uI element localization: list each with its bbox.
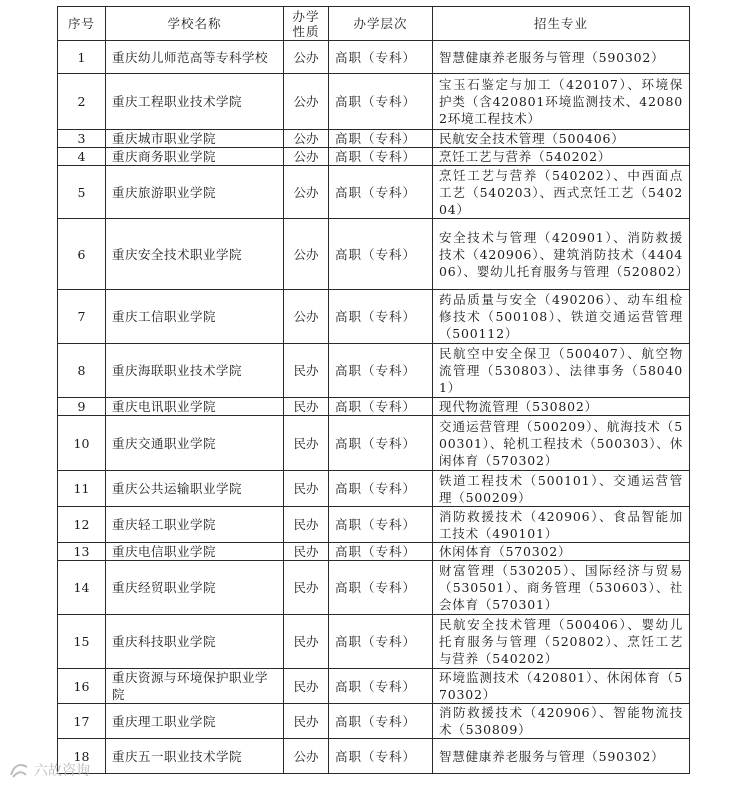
row-number: 15: [58, 615, 106, 669]
majors: 宝玉石鉴定与加工（420107）、环境保护类（含420801环境监测技术、420802环境工程技术）: [433, 74, 690, 130]
majors: 智慧健康养老服务与管理（590302）: [433, 41, 690, 74]
watermark: [8, 760, 90, 780]
school-name: 重庆安全技术职业学院: [106, 219, 284, 290]
school-name: 重庆工信职业学院: [106, 290, 284, 344]
table-row: [58, 669, 690, 704]
school-nature: 公办: [284, 130, 329, 148]
row-number: 6: [58, 219, 106, 290]
table-row: [58, 704, 690, 739]
row-number: 5: [58, 166, 106, 219]
majors: 药品质量与安全（490206）、动车组检修技术（500108）、铁道交通运营管理（500112）: [433, 290, 690, 344]
majors: 民航安全技术管理（500406）、婴幼儿托育服务与管理（520802）、烹饪工艺与营养（540202）: [433, 615, 690, 669]
header-number: 序号: [58, 7, 106, 41]
table-row: [58, 471, 690, 507]
majors: 安全技术与管理（420901）、消防救援技术（420906）、建筑消防技术（440406）、婴幼儿托育服务与管理（520802）: [433, 219, 690, 290]
school-name: 重庆公共运输职业学院: [106, 471, 284, 507]
school-nature: 民办: [284, 398, 329, 416]
majors: 民航空中安全保卫（500407）、航空物流管理（530803）、法律事务（580401）: [433, 344, 690, 398]
school-level: 高职（专科）: [329, 166, 433, 219]
row-number: 4: [58, 148, 106, 166]
school-nature: 公办: [284, 290, 329, 344]
school-nature: 民办: [284, 344, 329, 398]
row-number: 8: [58, 344, 106, 398]
school-level: 高职（专科）: [329, 148, 433, 166]
school-nature: 公办: [284, 166, 329, 219]
row-number: 17: [58, 704, 106, 739]
school-name: 重庆城市职业学院: [106, 130, 284, 148]
row-number: 10: [58, 416, 106, 471]
school-level: 高职（专科）: [329, 704, 433, 739]
table-row: [58, 543, 690, 561]
brand-logo-icon: [8, 761, 30, 779]
school-level: 高职（专科）: [329, 219, 433, 290]
school-nature: 公办: [284, 219, 329, 290]
school-nature: 公办: [284, 148, 329, 166]
row-number: 9: [58, 398, 106, 416]
school-nature: 民办: [284, 507, 329, 543]
table-row: [58, 416, 690, 471]
school-level: 高职（专科）: [329, 669, 433, 704]
school-level: 高职（专科）: [329, 74, 433, 130]
majors: 环境监测技术（420801）、休闲体育（570302）: [433, 669, 690, 704]
majors: 烹饪工艺与营养（540202）、中西面点工艺（540203）、西式烹饪工艺（540204）: [433, 166, 690, 219]
table-row: [58, 561, 690, 615]
majors: 休闲体育（570302）: [433, 543, 690, 561]
table-row: [58, 739, 690, 774]
school-name: 重庆幼儿师范高等专科学校: [106, 41, 284, 74]
school-name: 重庆商务职业学院: [106, 148, 284, 166]
row-number: 3: [58, 130, 106, 148]
school-nature: 民办: [284, 615, 329, 669]
school-level: 高职（专科）: [329, 290, 433, 344]
admissions-table: [57, 6, 690, 774]
school-level: 高职（专科）: [329, 344, 433, 398]
row-number: 16: [58, 669, 106, 704]
header-school-level: 办学层次: [329, 7, 433, 41]
table-row: [58, 398, 690, 416]
table-row: [58, 148, 690, 166]
school-level: 高职（专科）: [329, 416, 433, 471]
table-row: [58, 74, 690, 130]
school-name: 重庆交通职业学院: [106, 416, 284, 471]
school-nature: 公办: [284, 739, 329, 774]
majors: 财富管理（530205）、国际经济与贸易（530501）、商务管理（530603）、社会体育（570301）: [433, 561, 690, 615]
school-name: 重庆海联职业技术学院: [106, 344, 284, 398]
school-nature: 民办: [284, 416, 329, 471]
school-name: 重庆五一职业技术学院: [106, 739, 284, 774]
school-level: 高职（专科）: [329, 41, 433, 74]
table-body: [58, 41, 690, 774]
school-level: 高职（专科）: [329, 398, 433, 416]
row-number: 11: [58, 471, 106, 507]
table-row: [58, 290, 690, 344]
table-row: [58, 507, 690, 543]
school-nature: 民办: [284, 471, 329, 507]
school-name: 重庆经贸职业学院: [106, 561, 284, 615]
row-number: 18: [58, 739, 106, 774]
header-row: [58, 7, 690, 41]
school-nature: 公办: [284, 74, 329, 130]
majors: 烹饪工艺与营养（540202）: [433, 148, 690, 166]
table-row: [58, 344, 690, 398]
majors: 铁道工程技术（500101）、交通运营管理（500209）: [433, 471, 690, 507]
row-number: 13: [58, 543, 106, 561]
school-level: 高职（专科）: [329, 471, 433, 507]
school-name: 重庆电讯职业学院: [106, 398, 284, 416]
row-number: 7: [58, 290, 106, 344]
table-row: [58, 41, 690, 74]
school-level: 高职（专科）: [329, 543, 433, 561]
watermark-text: 六故咨询: [34, 763, 90, 779]
header-majors: 招生专业: [433, 7, 690, 41]
school-level: 高职（专科）: [329, 739, 433, 774]
school-level: 高职（专科）: [329, 561, 433, 615]
school-name: 重庆工程职业技术学院: [106, 74, 284, 130]
header-school-nature: 办学性质: [284, 7, 329, 41]
table-row: [58, 166, 690, 219]
school-name: 重庆轻工职业学院: [106, 507, 284, 543]
majors: 交通运营管理（500209）、航海技术（500301）、轮机工程技术（500303）、休闲体育（570302）: [433, 416, 690, 471]
header-school-name: 学校名称: [106, 7, 284, 41]
school-nature: 民办: [284, 543, 329, 561]
school-nature: 民办: [284, 561, 329, 615]
school-level: 高职（专科）: [329, 615, 433, 669]
row-number: 2: [58, 74, 106, 130]
majors: 消防救援技术（420906）、智能物流技术（530809）: [433, 704, 690, 739]
majors: 民航安全技术管理（500406）: [433, 130, 690, 148]
school-nature: 民办: [284, 704, 329, 739]
row-number: 1: [58, 41, 106, 74]
school-name: 重庆电信职业学院: [106, 543, 284, 561]
majors: 消防救援技术（420906）、食品智能加工技术（490101）: [433, 507, 690, 543]
table-row: [58, 615, 690, 669]
school-name: 重庆旅游职业学院: [106, 166, 284, 219]
table-row: [58, 130, 690, 148]
school-level: 高职（专科）: [329, 130, 433, 148]
school-name: 重庆理工职业学院: [106, 704, 284, 739]
school-level: 高职（专科）: [329, 507, 433, 543]
school-name: 重庆科技职业学院: [106, 615, 284, 669]
school-nature: 民办: [284, 669, 329, 704]
majors: 智慧健康养老服务与管理（590302）: [433, 739, 690, 774]
row-number: 14: [58, 561, 106, 615]
majors: 现代物流管理（530802）: [433, 398, 690, 416]
table-row: [58, 219, 690, 290]
row-number: 12: [58, 507, 106, 543]
school-nature: 公办: [284, 41, 329, 74]
school-name: 重庆资源与环境保护职业学院: [106, 669, 284, 704]
